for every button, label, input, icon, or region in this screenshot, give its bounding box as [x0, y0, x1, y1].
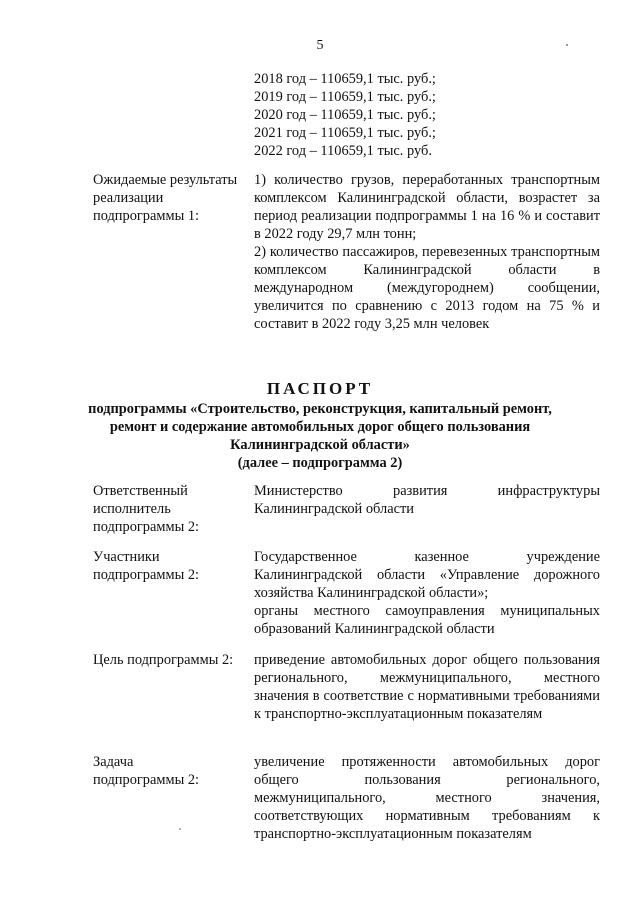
passport-title	[60, 378, 580, 472]
passport-subtitle-line: ремонт и содержание автомобильных дорог общего пользования	[109, 419, 531, 435]
funding-line: 2018 год – 110659,1 тыс. руб.;	[254, 71, 436, 87]
row-label: Ответственный исполнитель подпрограммы 2:	[93, 483, 200, 535]
row-label: Участники подпрограммы 2:	[93, 549, 200, 583]
row-value-paragraph: увеличение протяженности автомобильных дорог общего пользования регионального, межмуниципального, местного значения, соответствующих нормативным требованиям к транспортно-эксплуатационным показателям	[254, 754, 600, 842]
passport-subtitle-line: подпрограммы «Строительство, реконструкция, капитальный ремонт,	[88, 401, 552, 417]
passport-heading: ПАСПОРТ	[266, 379, 374, 398]
row-value	[254, 753, 600, 843]
expected-results-value	[254, 171, 600, 333]
passport-subtitle-line: Калининградской области»	[230, 437, 410, 453]
row-value	[254, 482, 600, 518]
scan-speck	[179, 828, 181, 830]
row-value-paragraph: Министерство развития инфраструктуры Калининградской области	[254, 483, 600, 517]
row-label: Цель подпрограммы 2:	[93, 652, 234, 668]
row-value-paragraph: приведение автомобильных дорог общего пользования регионального, межмуниципального, местного значения в соответствие с нормативными требованиями к транспортно-эксплуатационным показателям	[254, 652, 600, 722]
expected-results-label: Ожидаемые результаты реализации подпрограммы 1:	[93, 172, 238, 224]
expected-result-item: 2) количество пассажиров, перевезенных транспортным комплексом Калининградской области в международном (междугороднем) сообщении, увеличится по сравнению с 2013 годом на 75 % и составит в 2022 году 3,25 млн человек	[254, 244, 600, 332]
funding-line: 2020 год – 110659,1 тыс. руб.;	[254, 107, 436, 123]
funding-line: 2022 год – 110659,1 тыс. руб.	[254, 143, 432, 159]
page-number: 5	[316, 38, 324, 53]
funding-line: 2019 год – 110659,1 тыс. руб.;	[254, 89, 436, 105]
row-label: Задача подпрограммы 2:	[93, 754, 200, 788]
row-value	[254, 548, 600, 638]
scan-speck	[566, 44, 568, 46]
expected-result-item: 1) количество грузов, переработанных транспортным комплексом Калининградской области, возрастет за период реализации подпрограммы 1 на 16 % и составит в 2022 году 29,7 млн тонн;	[254, 172, 600, 242]
funding-list	[254, 70, 436, 160]
row-value-paragraph: органы местного самоуправления муниципальных образований Калининградской области	[254, 603, 600, 637]
row-value	[254, 651, 600, 723]
funding-line: 2021 год – 110659,1 тыс. руб.;	[254, 125, 436, 141]
passport-subtitle-line: (далее – подпрограмма 2)	[237, 455, 403, 471]
row-value-paragraph: Государственное казенное учреждение Калининградской области «Управление дорожного хозяйства Калининградской области»;	[254, 549, 600, 601]
